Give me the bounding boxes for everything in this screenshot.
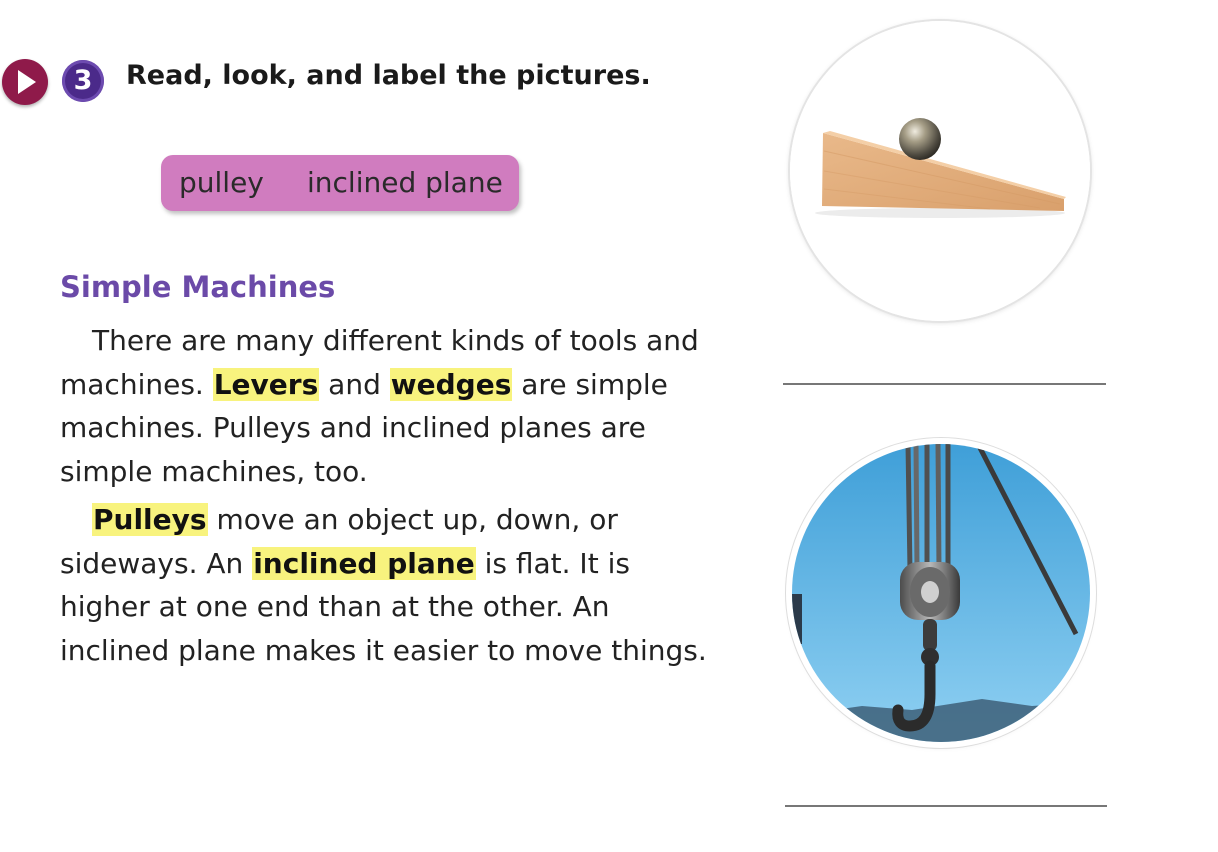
play-audio-icon[interactable]: [2, 59, 48, 105]
highlighted-word-wedges: wedges: [390, 367, 512, 401]
answer-line-1[interactable]: [783, 383, 1106, 385]
activity-instruction: Read, look, and label the pictures.: [126, 60, 651, 91]
wedge-illustration: [790, 21, 1090, 321]
pulley-photo: [792, 444, 1090, 742]
answer-line-2[interactable]: [785, 805, 1107, 807]
reading-paragraph-1: [60, 319, 720, 494]
highlighted-word-pulleys: Pulleys: [93, 503, 207, 536]
word-bank-item-pulley: pulley: [179, 166, 264, 199]
inclined-plane-photo: [790, 21, 1090, 321]
metal-ball: [899, 118, 941, 160]
pulley-illustration: [792, 444, 1090, 742]
paragraph-text: is flat. It is higher at one end than at the other. An inclined plane makes it easier to move things.: [60, 546, 707, 668]
activity-number-badge: 3: [62, 60, 104, 102]
highlighted-word-inclined-plane: inclined plane: [253, 546, 475, 580]
highlighted-word-levers: Levers: [213, 367, 319, 401]
paragraph-text: There are many different kinds of tools and machines.: [60, 324, 699, 401]
paragraph-text: move an object up, down, or sideways. An: [60, 503, 618, 580]
word-bank: [161, 155, 519, 211]
word-bank-item-inclined-plane: inclined plane: [307, 166, 503, 199]
reading-paragraph-2: [60, 498, 720, 673]
paragraph-text: are simple machines. Pulleys and inclined planes are simple machines, too.: [60, 367, 668, 489]
paragraph-text: and: [319, 367, 390, 401]
reading-title: Simple Machines: [60, 270, 336, 304]
